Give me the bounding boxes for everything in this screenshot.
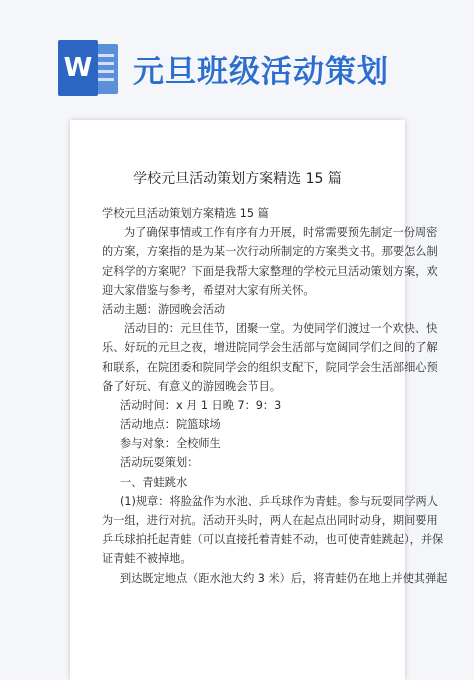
- paragraph-line: 乐、好玩的元旦之夜，增进院同学会生活部与宽阔同学们之间的了解: [102, 341, 438, 355]
- document-body: [102, 204, 448, 588]
- document-page: [70, 120, 448, 680]
- paragraph-line: 证青蛙不被掉地。: [102, 552, 192, 566]
- paragraph-line: 备了好玩、有意义的游园晚会节目。: [102, 379, 282, 393]
- paragraph-line: 定科学的方案呢？下面是我帮大家整理的学校元旦活动策划方案，欢: [102, 264, 438, 278]
- paragraph-line: 为了确保事情或工作有序有力开展，时常需要预先制定一份周密: [124, 226, 438, 240]
- paragraph-line: 活动目的：元旦佳节，团聚一堂。为使同学们渡过一个欢快、快: [124, 322, 438, 336]
- header: [0, 0, 474, 110]
- paragraph-line: 一、青蛙跳水: [120, 475, 188, 489]
- paragraph-line: 和联系，在院团委和院同学会的组织支配下，院同学会生活部细心预: [102, 360, 438, 374]
- word-icon: [58, 40, 118, 96]
- paragraph-line: 活动地点：院篮球场: [120, 418, 221, 432]
- paragraph-line: 活动时间：x 月 1 日晚 7：9：3: [120, 398, 282, 412]
- paragraph-line: (1)规章：将脸盆作为水池、乒乓球作为青蛙。参与玩耍同学两人: [120, 494, 438, 508]
- paragraph-line: 活动玩耍策划：: [120, 456, 199, 470]
- paragraph-line: 学校元旦活动策划方案精选 15 篇: [102, 207, 269, 220]
- page-title: 元旦班级活动策划: [133, 54, 389, 90]
- paragraph-line: 为一组，进行对抗。活动开头时，两人在起点出同时动身，期间要用: [102, 514, 438, 527]
- paragraph-line: 的方案，方案指的是为某一次行动所制定的方案类文书。那要怎么制: [102, 245, 438, 259]
- paragraph-line: 参与对象：全校师生: [120, 437, 221, 451]
- paragraph-line: 乒乓球拍托起青蛙（可以直接托着青蛙不动，也可使青蛙跳起），并保: [102, 533, 444, 547]
- word-letter: W: [58, 40, 98, 96]
- paragraph-line: 活动主题：游园晚会活动: [102, 302, 226, 316]
- paragraph-line: 到达既定地点（距水池大约 3 米）后，将青蛙仍在地上并使其弹起: [120, 571, 448, 585]
- document-title: 学校元旦活动策划方案精选 15 篇: [133, 171, 342, 187]
- paragraph-line: 迎大家借鉴与参考，希望对大家有所关怀。: [102, 283, 315, 297]
